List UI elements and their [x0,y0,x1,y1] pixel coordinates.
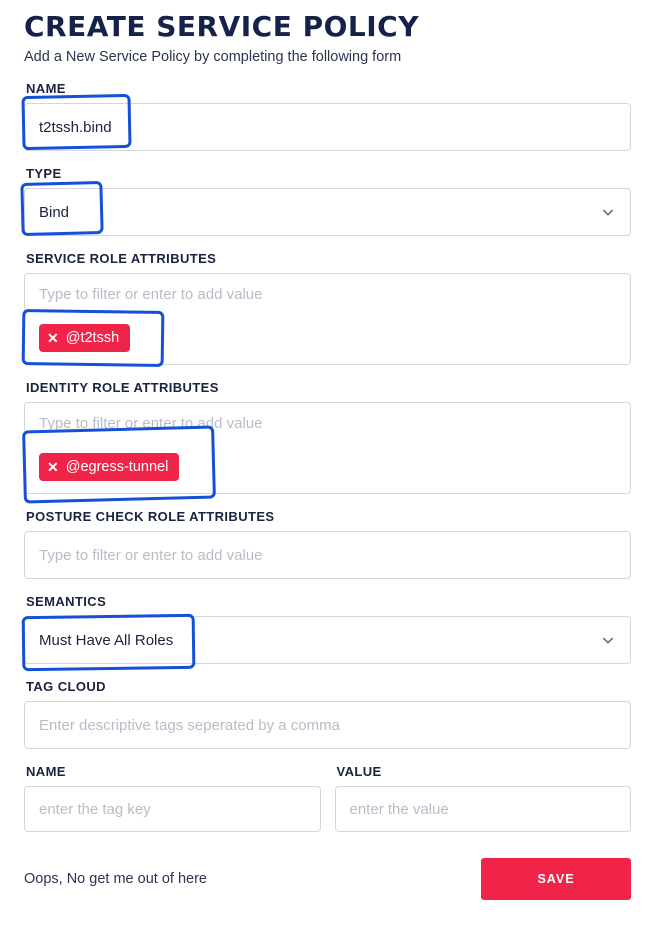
chip-remove-icon[interactable]: ✕ [47,330,59,346]
field-service-role-attributes [24,251,631,365]
name-input[interactable]: t2tssh.bind [24,103,631,151]
form-footer [24,858,631,920]
field-tag-cloud [24,679,631,749]
chip-label: @t2tssh [65,330,120,346]
service-role-attributes-placeholder: Type to filter or enter to add value [39,286,263,303]
identity-role-attributes-box[interactable] [24,402,631,494]
tag-name-input[interactable]: enter the tag key [24,786,321,832]
field-identity-role-attributes [24,380,631,494]
chevron-down-icon [600,204,616,220]
field-posture-check-role-attributes [24,509,631,579]
semantics-select[interactable] [24,616,631,664]
chevron-down-icon [600,632,616,648]
label-name: NAME [26,81,66,96]
tag-cloud-input[interactable]: Enter descriptive tags seperated by a comma [24,701,631,749]
posture-check-role-attributes-input[interactable]: Type to filter or enter to add value [24,531,631,579]
field-tag-name [24,764,321,832]
chip-remove-icon[interactable]: ✕ [47,459,59,475]
type-select-value: Bind [39,203,70,221]
label-type: TYPE [26,166,62,181]
type-select[interactable] [24,188,631,236]
service-role-attributes-chips [39,324,130,352]
page-subtitle: Add a New Service Policy by completing the following form [24,49,402,65]
label-service-role-attributes: SERVICE ROLE ATTRIBUTES [26,251,217,266]
identity-role-attributes-chips [39,453,179,481]
chip-label: @egress-tunnel [65,459,169,475]
label-tag-value: VALUE [336,764,382,779]
label-semantics: SEMANTICS [26,594,107,609]
label-tag-cloud: TAG CLOUD [26,679,106,694]
field-semantics [24,594,631,664]
chip[interactable] [39,324,130,352]
field-name [24,81,631,151]
label-identity-role-attributes: IDENTITY ROLE ATTRIBUTES [26,380,219,395]
field-type [24,166,631,236]
tag-value-input[interactable]: enter the value [335,786,632,832]
cancel-link[interactable]: Oops, No get me out of here [24,871,207,887]
chip[interactable] [39,453,179,481]
label-tag-name: NAME [26,764,66,779]
semantics-select-value: Must Have All Roles [39,631,174,649]
field-tag-value [335,764,632,832]
tag-key-value-row [24,764,631,832]
page-title: CREATE SERVICE POLICY [24,10,419,43]
identity-role-attributes-placeholder: Type to filter or enter to add value [39,415,263,432]
service-role-attributes-box[interactable] [24,273,631,365]
save-button[interactable]: SAVE [481,858,631,900]
label-posture-check-role-attributes: POSTURE CHECK ROLE ATTRIBUTES [26,509,275,524]
